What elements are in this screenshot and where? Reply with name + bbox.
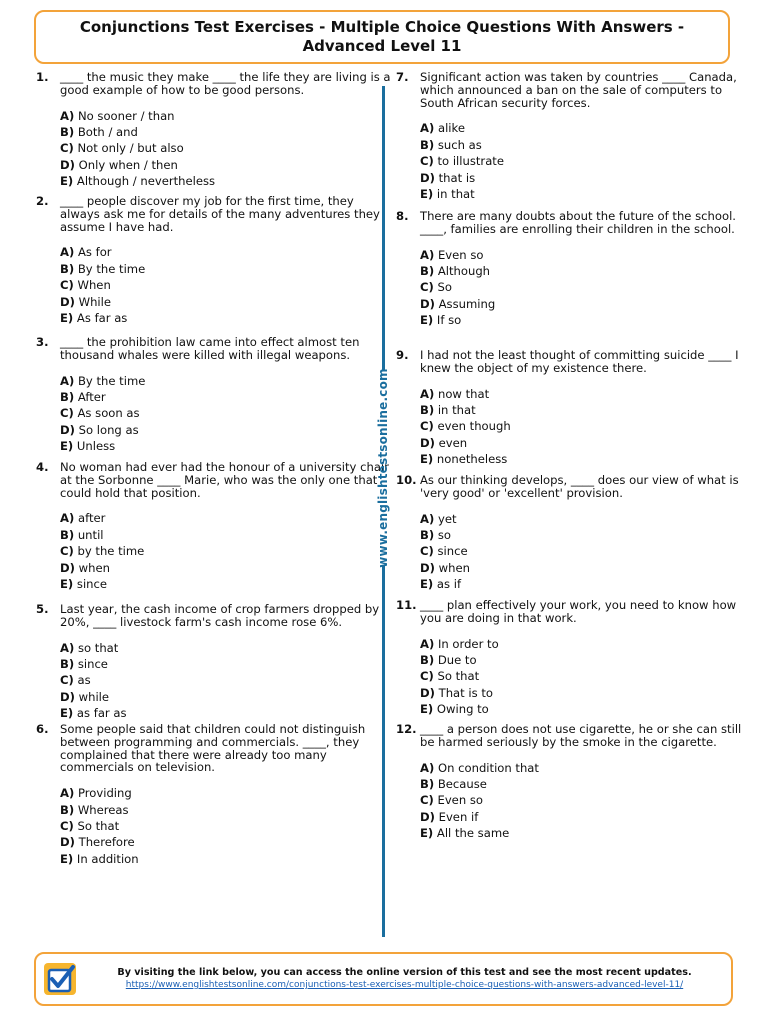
option-text: Assuming bbox=[438, 296, 496, 311]
question-number: 2. bbox=[36, 194, 49, 208]
option-letter: A) bbox=[420, 247, 435, 262]
option-letter: A) bbox=[60, 373, 75, 388]
option-letter: E) bbox=[420, 313, 434, 328]
option-text: After bbox=[77, 390, 106, 404]
option-letter: B) bbox=[60, 802, 75, 817]
option-letter: A) bbox=[420, 511, 435, 526]
option-text: If so bbox=[436, 313, 462, 328]
question-number: 8. bbox=[396, 209, 409, 223]
option-text: No sooner / than bbox=[77, 108, 175, 123]
question-number: 7. bbox=[396, 70, 409, 84]
answer-option[interactable] bbox=[60, 261, 392, 277]
answer-option[interactable] bbox=[420, 435, 756, 451]
option-text: by the time bbox=[77, 544, 145, 559]
question-number: 3. bbox=[36, 335, 49, 349]
option-text: Only when / then bbox=[78, 157, 178, 172]
answer-option[interactable] bbox=[420, 153, 756, 169]
option-text: While bbox=[78, 294, 112, 309]
option-letter: C) bbox=[60, 544, 74, 559]
option-letter: E) bbox=[420, 577, 434, 592]
answer-option[interactable] bbox=[420, 247, 756, 263]
option-letter: E) bbox=[60, 706, 74, 721]
question-number: 12. bbox=[396, 722, 417, 736]
column-divider-top bbox=[382, 86, 385, 371]
answer-option[interactable] bbox=[420, 652, 756, 668]
answer-options bbox=[420, 511, 756, 593]
option-letter: A) bbox=[60, 640, 75, 655]
option-text: now that bbox=[437, 386, 490, 401]
question-7 bbox=[396, 71, 756, 202]
question-number: 10. bbox=[396, 473, 417, 487]
option-letter: A) bbox=[420, 760, 435, 775]
question-4 bbox=[36, 461, 392, 592]
option-text: Due to bbox=[437, 653, 477, 667]
footer-text bbox=[86, 966, 723, 992]
option-letter: D) bbox=[420, 560, 435, 575]
answer-option[interactable] bbox=[60, 560, 392, 576]
option-text: Both / and bbox=[77, 125, 138, 139]
option-text: even bbox=[438, 435, 468, 450]
answer-option[interactable] bbox=[420, 312, 756, 328]
option-text: to illustrate bbox=[437, 154, 504, 169]
answer-option[interactable] bbox=[60, 785, 392, 801]
question-12 bbox=[396, 723, 756, 842]
option-letter: A) bbox=[420, 636, 435, 651]
answer-option[interactable] bbox=[60, 294, 392, 310]
option-letter: D) bbox=[60, 560, 75, 575]
answer-option[interactable] bbox=[420, 685, 756, 701]
answer-option[interactable] bbox=[60, 851, 392, 867]
option-text: Because bbox=[437, 777, 487, 791]
question-stem: There are many doubts about the future of the school. ____, families are enrolling their children in the school. bbox=[420, 209, 736, 236]
answer-option[interactable] bbox=[60, 310, 392, 326]
option-text: Therefore bbox=[78, 835, 135, 850]
answer-option[interactable] bbox=[420, 560, 756, 576]
option-text: Owing to bbox=[436, 702, 489, 717]
answer-option[interactable] bbox=[60, 373, 392, 389]
title-box bbox=[34, 10, 730, 64]
question-stem: Significant action was taken by countries ____ Canada, which announced a ban on the sale of computers to South African security forces. bbox=[420, 70, 737, 110]
option-text: So long as bbox=[78, 422, 139, 437]
option-text: So that bbox=[437, 669, 480, 684]
answer-option[interactable] bbox=[420, 451, 756, 467]
footer-note: By visiting the link below, you can access the online version of this test and see the most recent updates. bbox=[117, 967, 692, 978]
question-1 bbox=[36, 71, 392, 190]
answer-option[interactable] bbox=[420, 760, 756, 776]
question-3 bbox=[36, 336, 392, 455]
answer-option[interactable] bbox=[420, 279, 756, 295]
option-text: nonetheless bbox=[436, 452, 508, 467]
option-letter: B) bbox=[420, 653, 435, 667]
answer-options bbox=[420, 760, 756, 842]
option-text: even though bbox=[437, 419, 511, 434]
question-stem: ____ the prohibition law came into effect almost ten thousand whales were killed with illegal weapons. bbox=[60, 335, 360, 362]
question-number: 11. bbox=[396, 598, 417, 612]
question-5 bbox=[36, 603, 392, 722]
option-letter: A) bbox=[420, 121, 435, 136]
answer-options bbox=[420, 120, 756, 202]
answer-option[interactable] bbox=[420, 386, 756, 402]
option-letter: C) bbox=[60, 141, 74, 156]
option-letter: E) bbox=[420, 826, 434, 841]
question-stem: No woman had ever had the honour of a university chair at the Sorbonne ____ Marie, who was the only one that could hold that position. bbox=[60, 460, 389, 500]
option-text: in that bbox=[436, 187, 475, 202]
option-letter: E) bbox=[420, 187, 434, 202]
option-letter: B) bbox=[60, 527, 75, 542]
watermark-text: www.englishtestsonline.com bbox=[376, 368, 390, 568]
answer-option[interactable] bbox=[60, 834, 392, 850]
question-stem: ____ plan effectively your work, you need to know how you are doing in that work. bbox=[420, 598, 737, 625]
answer-options bbox=[60, 785, 392, 867]
option-text: That is to bbox=[438, 685, 493, 700]
option-letter: D) bbox=[420, 435, 435, 450]
option-letter: E) bbox=[60, 577, 74, 592]
option-letter: D) bbox=[60, 689, 75, 704]
answer-options bbox=[420, 636, 756, 718]
option-letter: C) bbox=[60, 673, 74, 688]
option-text: So that bbox=[77, 819, 120, 833]
option-letter: D) bbox=[420, 170, 435, 185]
option-text: Even if bbox=[438, 809, 479, 824]
answer-option[interactable] bbox=[60, 108, 392, 124]
option-text: Although bbox=[437, 264, 491, 278]
option-text: so bbox=[437, 528, 451, 542]
option-text: Even so bbox=[437, 247, 484, 262]
option-letter: D) bbox=[60, 157, 75, 172]
option-letter: A) bbox=[420, 386, 435, 401]
option-text: Even so bbox=[437, 793, 483, 808]
option-letter: B) bbox=[420, 528, 435, 542]
question-number: 4. bbox=[36, 460, 49, 474]
question-2 bbox=[36, 195, 392, 326]
answer-options bbox=[420, 247, 756, 329]
option-text: when bbox=[78, 560, 110, 575]
option-text: after bbox=[77, 511, 106, 526]
option-letter: B) bbox=[420, 264, 435, 278]
question-stem: Last year, the cash income of crop farmers dropped by 20%, ____ livestock farm's cash income rose 6%. bbox=[60, 602, 380, 629]
option-letter: B) bbox=[420, 403, 435, 417]
option-letter: E) bbox=[420, 452, 434, 467]
answer-option[interactable] bbox=[60, 640, 392, 656]
option-letter: B) bbox=[60, 125, 75, 139]
option-letter: E) bbox=[420, 702, 434, 717]
option-text: Unless bbox=[76, 439, 116, 454]
question-stem: ____ a person does not use cigarette, he or she can still be harmed seriously by the smoke in the cigarette. bbox=[420, 722, 742, 749]
option-text: As far as bbox=[76, 311, 128, 326]
option-text: Providing bbox=[77, 786, 132, 801]
answer-option[interactable] bbox=[420, 296, 756, 312]
answer-options bbox=[420, 386, 756, 468]
option-text: as far as bbox=[76, 706, 127, 721]
answer-option[interactable] bbox=[60, 656, 392, 672]
answer-option[interactable] bbox=[60, 689, 392, 705]
option-text: In addition bbox=[76, 851, 139, 866]
option-text: such as bbox=[437, 137, 482, 152]
answer-option[interactable] bbox=[420, 668, 756, 684]
option-text: since bbox=[77, 657, 108, 671]
question-number: 1. bbox=[36, 70, 49, 84]
answer-options bbox=[60, 510, 392, 592]
option-letter: E) bbox=[60, 439, 74, 454]
answer-option[interactable] bbox=[420, 576, 756, 592]
option-letter: B) bbox=[60, 261, 75, 276]
option-text: All the same bbox=[436, 826, 510, 841]
option-text: In order to bbox=[437, 636, 499, 651]
answer-option[interactable] bbox=[420, 776, 756, 792]
answer-option[interactable] bbox=[420, 825, 756, 841]
option-letter: A) bbox=[60, 786, 75, 801]
option-letter: C) bbox=[60, 819, 74, 833]
option-letter: B) bbox=[60, 390, 75, 404]
answer-option[interactable] bbox=[420, 792, 756, 808]
option-letter: D) bbox=[420, 809, 435, 824]
answer-option[interactable] bbox=[420, 809, 756, 825]
column-divider-bottom bbox=[382, 566, 385, 937]
option-text: as bbox=[77, 673, 91, 688]
question-stem: ____ people discover my job for the first time, they always ask me for details of the many adventures they assume I have had. bbox=[60, 194, 380, 234]
question-stem: Some people said that children could not distinguish between programming and commercials. ____, they complained that there were already too many commercials on television. bbox=[60, 722, 366, 775]
answer-options bbox=[60, 640, 392, 722]
option-letter: B) bbox=[420, 777, 435, 791]
option-text: By the time bbox=[77, 373, 146, 388]
question-number: 9. bbox=[396, 348, 409, 362]
option-letter: C) bbox=[420, 793, 434, 808]
answer-option[interactable] bbox=[60, 510, 392, 526]
page-title-line-1: Conjunctions Test Exercises - Multiple Choice Questions With Answers - bbox=[79, 18, 685, 36]
answer-option[interactable] bbox=[60, 527, 392, 543]
option-text: since bbox=[76, 577, 108, 592]
option-letter: E) bbox=[60, 174, 74, 189]
answer-option[interactable] bbox=[420, 701, 756, 717]
question-stem: I had not the least thought of committing suicide ____ I knew the object of my existence there. bbox=[420, 348, 739, 375]
question-stem: As our thinking develops, ____ does our view of what is 'very good' or 'excellent' provision. bbox=[420, 473, 739, 500]
answer-options bbox=[60, 244, 392, 326]
answer-option[interactable] bbox=[60, 705, 392, 721]
option-text: that is bbox=[438, 170, 476, 185]
option-text: By the time bbox=[77, 261, 146, 276]
answer-option[interactable] bbox=[420, 543, 756, 559]
option-text: So bbox=[437, 280, 452, 295]
answer-option[interactable] bbox=[60, 405, 392, 421]
option-text: in that bbox=[437, 403, 476, 417]
answer-option[interactable] bbox=[420, 527, 756, 543]
option-text: as if bbox=[436, 577, 462, 592]
answer-option[interactable] bbox=[60, 124, 392, 140]
answer-option[interactable] bbox=[420, 120, 756, 136]
option-letter: C) bbox=[420, 280, 434, 295]
answer-option[interactable] bbox=[420, 186, 756, 202]
answer-option[interactable] bbox=[60, 422, 392, 438]
option-letter: E) bbox=[60, 311, 74, 326]
answer-option[interactable] bbox=[420, 402, 756, 418]
page-title-line-2: Advanced Level 11 bbox=[302, 37, 462, 55]
answer-option[interactable] bbox=[60, 543, 392, 559]
answer-option[interactable] bbox=[60, 672, 392, 688]
answer-option[interactable] bbox=[60, 157, 392, 173]
question-6 bbox=[36, 723, 392, 867]
answer-option[interactable] bbox=[60, 244, 392, 260]
option-letter: C) bbox=[420, 419, 434, 434]
option-text: When bbox=[77, 278, 111, 293]
answer-option[interactable] bbox=[60, 389, 392, 405]
answer-options bbox=[60, 108, 392, 190]
option-letter: C) bbox=[420, 154, 434, 169]
answer-option[interactable] bbox=[420, 263, 756, 279]
answer-option[interactable] bbox=[60, 277, 392, 293]
question-8 bbox=[396, 210, 756, 329]
option-text: Whereas bbox=[77, 802, 129, 817]
answer-option[interactable] bbox=[60, 438, 392, 454]
option-text: alike bbox=[437, 121, 465, 136]
option-letter: D) bbox=[60, 422, 75, 437]
answer-option[interactable] bbox=[60, 173, 392, 189]
option-text: As soon as bbox=[77, 406, 140, 421]
option-letter: B) bbox=[420, 137, 435, 152]
answer-option[interactable] bbox=[60, 140, 392, 156]
option-text: On condition that bbox=[437, 760, 539, 775]
option-letter: B) bbox=[60, 657, 75, 671]
question-10 bbox=[396, 474, 756, 593]
option-letter: E) bbox=[60, 851, 74, 866]
option-letter: C) bbox=[60, 278, 74, 293]
option-text: As for bbox=[77, 245, 112, 260]
option-text: while bbox=[78, 689, 110, 704]
option-letter: C) bbox=[60, 406, 74, 421]
option-letter: C) bbox=[420, 669, 434, 684]
footer-link[interactable]: https://www.englishtestsonline.com/conjunctions-test-exercises-multiple-choice-questions-with-answers-advanced-level-11/ bbox=[125, 980, 684, 990]
option-text: Although / nevertheless bbox=[76, 174, 216, 189]
option-text: since bbox=[437, 544, 468, 559]
option-letter: C) bbox=[420, 544, 434, 559]
option-letter: D) bbox=[420, 296, 435, 311]
option-letter: A) bbox=[60, 245, 75, 260]
question-9 bbox=[396, 349, 756, 468]
answer-option[interactable] bbox=[60, 818, 392, 834]
answer-options bbox=[60, 373, 392, 455]
answer-option[interactable] bbox=[420, 418, 756, 434]
question-11 bbox=[396, 599, 756, 718]
answer-option[interactable] bbox=[420, 511, 756, 527]
option-letter: D) bbox=[420, 685, 435, 700]
option-letter: D) bbox=[60, 294, 75, 309]
question-number: 5. bbox=[36, 602, 49, 616]
option-letter: A) bbox=[60, 511, 75, 526]
answer-option[interactable] bbox=[60, 576, 392, 592]
option-text: so that bbox=[77, 640, 119, 655]
question-stem: ____ the music they make ____ the life they are living is a good example of how to be good persons. bbox=[60, 70, 391, 97]
footer-box bbox=[34, 952, 733, 1006]
answer-option[interactable] bbox=[420, 636, 756, 652]
option-letter: D) bbox=[60, 835, 75, 850]
answer-option[interactable] bbox=[60, 802, 392, 818]
option-text: when bbox=[438, 560, 470, 575]
option-text: Not only / but also bbox=[77, 141, 184, 156]
option-text: until bbox=[77, 527, 104, 542]
question-number: 6. bbox=[36, 722, 49, 736]
option-text: yet bbox=[437, 511, 457, 526]
checkbox-icon bbox=[42, 961, 78, 997]
answer-option[interactable] bbox=[420, 170, 756, 186]
answer-option[interactable] bbox=[420, 137, 756, 153]
option-letter: A) bbox=[60, 108, 75, 123]
